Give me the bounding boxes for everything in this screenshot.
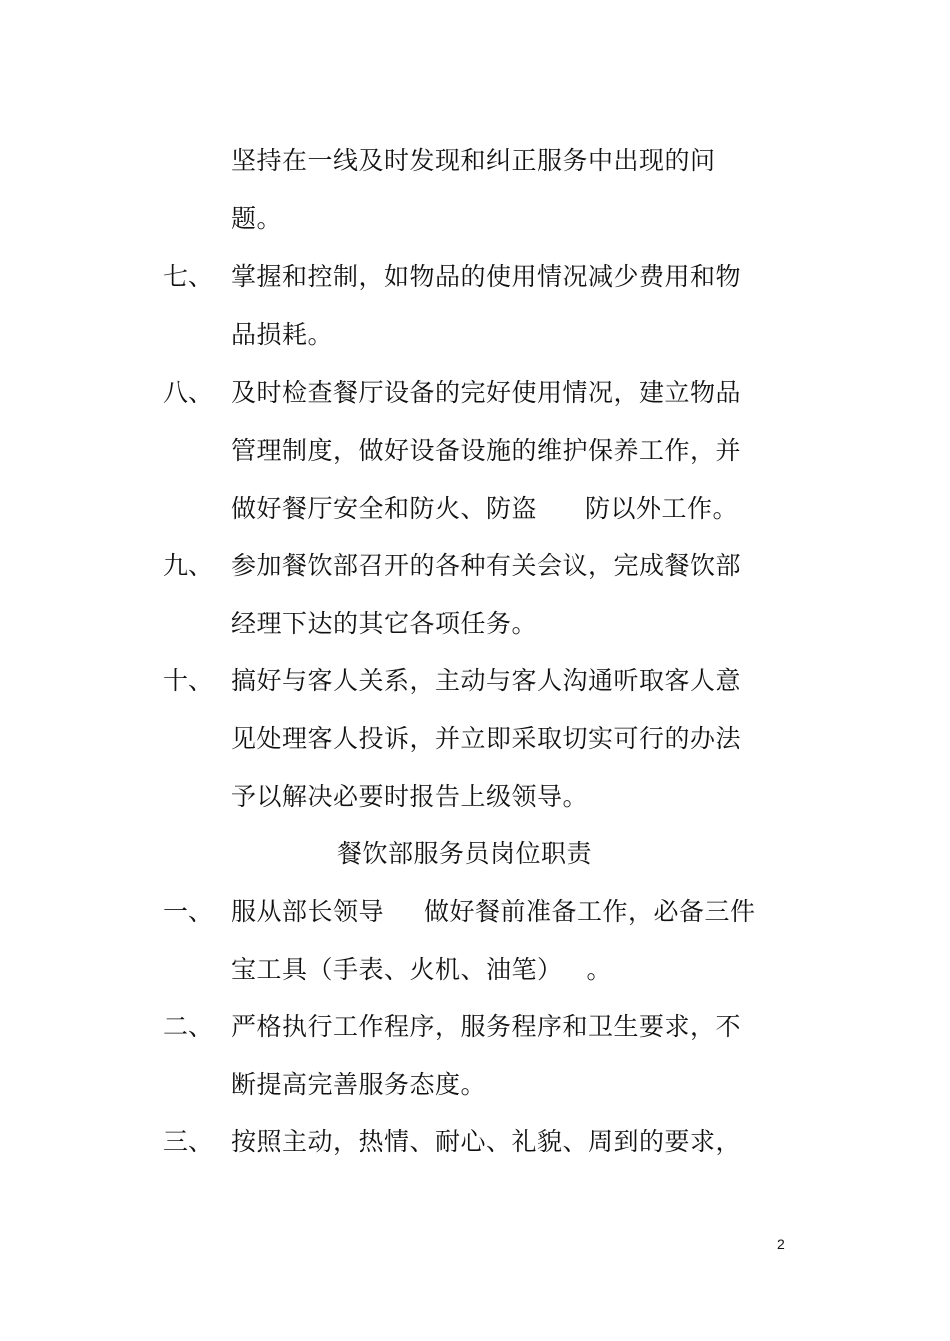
paragraph-line: 管理制度，做好设备设施的维护保养工作，并: [231, 436, 742, 465]
section-title: 餐饮部服务员岗位职责: [337, 839, 593, 868]
item-number: 一、: [163, 897, 214, 926]
line-segment: 做好餐厅安全和防火、防盗: [231, 494, 538, 523]
paragraph-line: 坚持在一线及时发现和纠正服务中出现的问: [231, 146, 716, 175]
paragraph-line: 题。: [231, 204, 283, 233]
paragraph-line: 严格执行工作程序，服务程序和卫生要求，不: [231, 1012, 742, 1041]
paragraph-line: 予以解决必要时报告上级领导。: [231, 782, 589, 811]
item-number: 三、: [163, 1127, 214, 1156]
paragraph-line: 品损耗。: [231, 320, 334, 349]
line-segment: 防以外工作。: [585, 494, 739, 523]
item-number: 八、: [163, 378, 214, 407]
paragraph-line: 掌握和控制，如物品的使用情况减少费用和物: [231, 262, 742, 291]
paragraph-line: 参加餐饮部召开的各种有关会议，完成餐饮部: [231, 551, 742, 580]
line-segment: 。: [586, 955, 613, 984]
paragraph-line: 断提高完善服务态度。: [231, 1070, 487, 1099]
paragraph-line: 按照主动，热情、耐心、礼貌、周到的要求，: [231, 1127, 742, 1156]
line-segment: 做好餐前准备工作，必备三件: [424, 897, 756, 926]
paragraph-line: 搞好与客人关系，主动与客人沟通听取客人意: [231, 666, 742, 695]
paragraph-line: 经理下达的其它各项任务。: [231, 609, 538, 638]
paragraph-line: 及时检查餐厅设备的完好使用情况，建立物品: [231, 378, 742, 407]
item-number: 二、: [163, 1012, 214, 1041]
paragraph-line: 见处理客人投诉，并立即采取切实可行的办法: [231, 724, 742, 753]
paragraph-line: [231, 955, 612, 985]
item-number: 十、: [163, 666, 214, 695]
item-number: 七、: [163, 262, 214, 291]
paragraph-line: [231, 494, 738, 524]
paragraph-line: [231, 897, 756, 927]
line-segment: 宝工具（手表、火机、油笔）: [231, 955, 563, 984]
page-number: 2: [777, 1236, 785, 1252]
line-segment: 服从部长领导: [231, 897, 385, 926]
item-number: 九、: [163, 551, 214, 580]
